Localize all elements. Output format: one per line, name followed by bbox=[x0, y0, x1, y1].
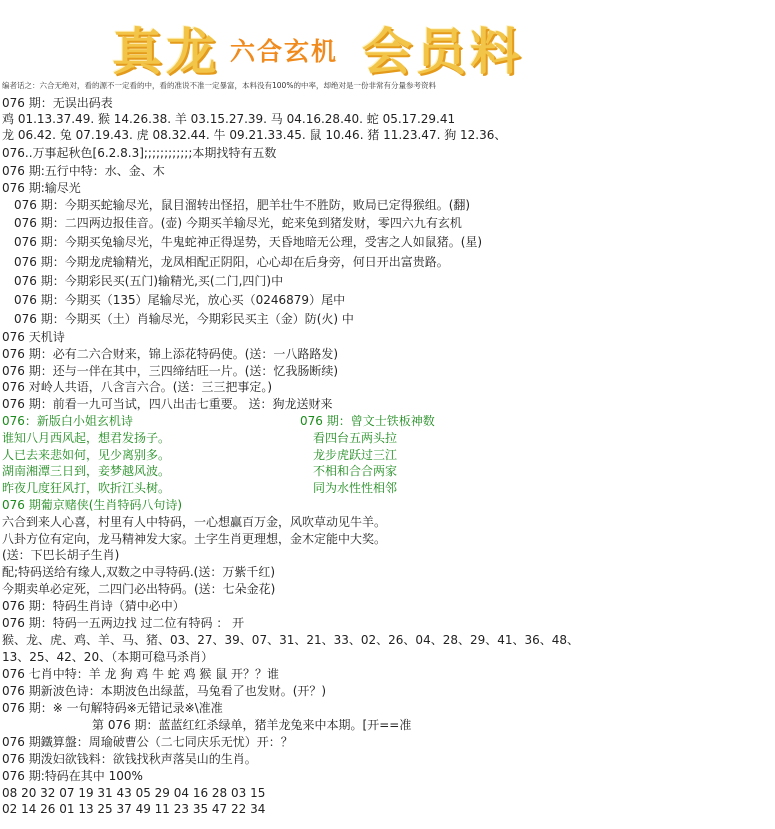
text-line: 076 期：※ 一句解特码※无错记录※\准准 bbox=[2, 701, 223, 715]
poem-line-left: 昨夜几度狂风打，吹折江头树。 bbox=[2, 481, 171, 495]
text-line: 076..万事起秋色[6.2.8.3];;;;;;;;;;;;本期找特有五数 bbox=[2, 146, 277, 160]
text-line: 龙 06.42. 兔 07.19.43. 虎 08.32.44. 牛 09.21.33.45. 鼠 10.46. 猪 11.23.47. 狗 12.36、 bbox=[2, 128, 507, 142]
poem-line-left: 谁知八月西风起，想君发扬子。 bbox=[2, 431, 171, 445]
text-line: 076 期鐵算盤：周瑜破曹公（二七同庆乐无忧）开：？ bbox=[2, 735, 293, 749]
poem-title: 076 期葡京赌侠(生肖特码八句诗) bbox=[2, 498, 183, 512]
text-line: (送：下巴长胡子生肖) bbox=[2, 548, 120, 562]
text-line: 13、25、42、20、（本期可稳马杀肖） bbox=[2, 650, 214, 664]
text-line: 配;特码送给有缘人,双数之中寻特码.(送：万紫千红) bbox=[2, 565, 276, 579]
text-line: 076 期：前看一九可当试，四八出击七重要。 送：狗龙送财来 bbox=[2, 397, 333, 411]
text-line: 076 期：今期买（135）尾输尽光，放心买（0246879）尾中 bbox=[14, 293, 346, 307]
text-line: 六合到来人心喜，村里有人中特码，一心想赢百万金，风吹草动见牛羊。 bbox=[2, 515, 387, 529]
text-line: 076 期:特码在其中 100% bbox=[2, 769, 143, 783]
text-line: 第 076 期：蓝蓝红红杀绿单，猪羊龙兔来中本期。[开==准 bbox=[92, 718, 412, 732]
title-part1: 真龙 bbox=[112, 22, 220, 81]
text-line: 076 期:输尽光 bbox=[2, 181, 81, 195]
editor-note: 编者话之：六合无绝对，看的源不一定看的中，看的准说不准一定暴富，本料没有100%的中率，却绝对是一份非常有分量参考资料 bbox=[2, 81, 436, 90]
text-line: 076 对岭人共语，八含言六合。(送：三三把事定。) bbox=[2, 380, 273, 394]
text-line: 076 期：今期买（土）肖输尽光，今期彩民买主（金）防(火) 中 bbox=[14, 312, 354, 326]
poem-title-right: 076 期：曾文士铁板神数 bbox=[300, 414, 435, 428]
title-part2: 六合玄机 bbox=[230, 37, 339, 66]
text-line: 076 期：特码一五两边找 过二位有特码 ： 开 bbox=[2, 616, 245, 630]
text-line: 076 期：特码生肖诗（猜中必中） bbox=[2, 599, 185, 613]
text-line: 076 期：二四两边报佳音。(壶) 今期买羊输尽光，蛇来兔到猪发财，零四六九有玄机 bbox=[14, 216, 462, 230]
text-line: 076 期：今期买蛇输尽光，鼠目溜转出怪招，肥羊壮牛不胜防，败局已定得猴组。(翻) bbox=[14, 198, 471, 212]
poem-line-right: 龙步虎跃过三江 bbox=[313, 448, 398, 462]
poem-line-right: 不相和合合两家 bbox=[313, 464, 398, 478]
text-line: 076 期：无误出码表 bbox=[2, 96, 113, 110]
text-line: 076 期：还与一伴在其中，三四缔结旺一片。(送：忆我肠断续) bbox=[2, 364, 339, 378]
text-line: 076 期新波色诗：本期波色出绿蓝，马兔看了也发财。(开？) bbox=[2, 684, 327, 698]
number-row: 08 20 32 07 19 31 43 05 29 04 16 28 03 15 bbox=[2, 786, 266, 800]
text-line: 八卦方位有定向，龙马精神发大家。土字生肖更理想，金木定能中大奖。 bbox=[2, 532, 387, 546]
text-line: 今期卖单必定死，二四门必出特码。(送：七朵金花) bbox=[2, 582, 276, 596]
text-line: 076 期：今期买兔输尽光，牛鬼蛇神正得逞势，天昏地暗无公理，受害之人如鼠猪。(星) bbox=[14, 235, 483, 249]
text-line: 鸡 01.13.37.49. 猴 14.26.38. 羊 03.15.27.39. 马 04.16.28.40. 蛇 05.17.29.41 bbox=[2, 112, 456, 126]
text-line: 076 期:五行中特：水、金、木 bbox=[2, 164, 165, 178]
text-line: 076 期：必有二六合财来，锦上添花特码使。(送：一八路路发) bbox=[2, 347, 339, 361]
title-banner bbox=[112, 2, 532, 81]
poem-line-left: 人已去来悲如何，见少离别多。 bbox=[2, 448, 171, 462]
poem-line-left: 湖南湘潭三日到，妾梦越风波。 bbox=[2, 464, 171, 478]
text-line: 076 期：今期龙虎输精光，龙凤相配正阴阳，心心却在后身旁，何日开出富贵路。 bbox=[14, 255, 449, 269]
poem-line-right: 看四台五两头拉 bbox=[313, 431, 398, 445]
text-line: 076 期：今期彩民买(五门)输精光,买(二门,四门)中 bbox=[14, 274, 284, 288]
text-line: 076 期泼妇欲钱料：欲钱找秋声落吴山的生肖。 bbox=[2, 752, 257, 766]
number-row: 02 14 26 01 13 25 37 49 11 23 35 47 22 34 bbox=[2, 802, 266, 816]
poem-line-right: 同为水性性相邻 bbox=[313, 481, 398, 495]
text-line: 076 七肖中特：羊 龙 狗 鸡 牛 蛇 鸡 猴 鼠 开？？谁 bbox=[2, 667, 280, 681]
text-line: 猴、龙、虎、鸡、羊、马、猪、03、27、39、07、31、21、33、02、26、04、28、29、41、36、48、 bbox=[2, 633, 580, 647]
title-part3: 会员料 bbox=[362, 22, 524, 81]
poem-title-left: 076：新版白小姐玄机诗 bbox=[2, 414, 133, 428]
text-line: 076 天机诗 bbox=[2, 330, 65, 344]
